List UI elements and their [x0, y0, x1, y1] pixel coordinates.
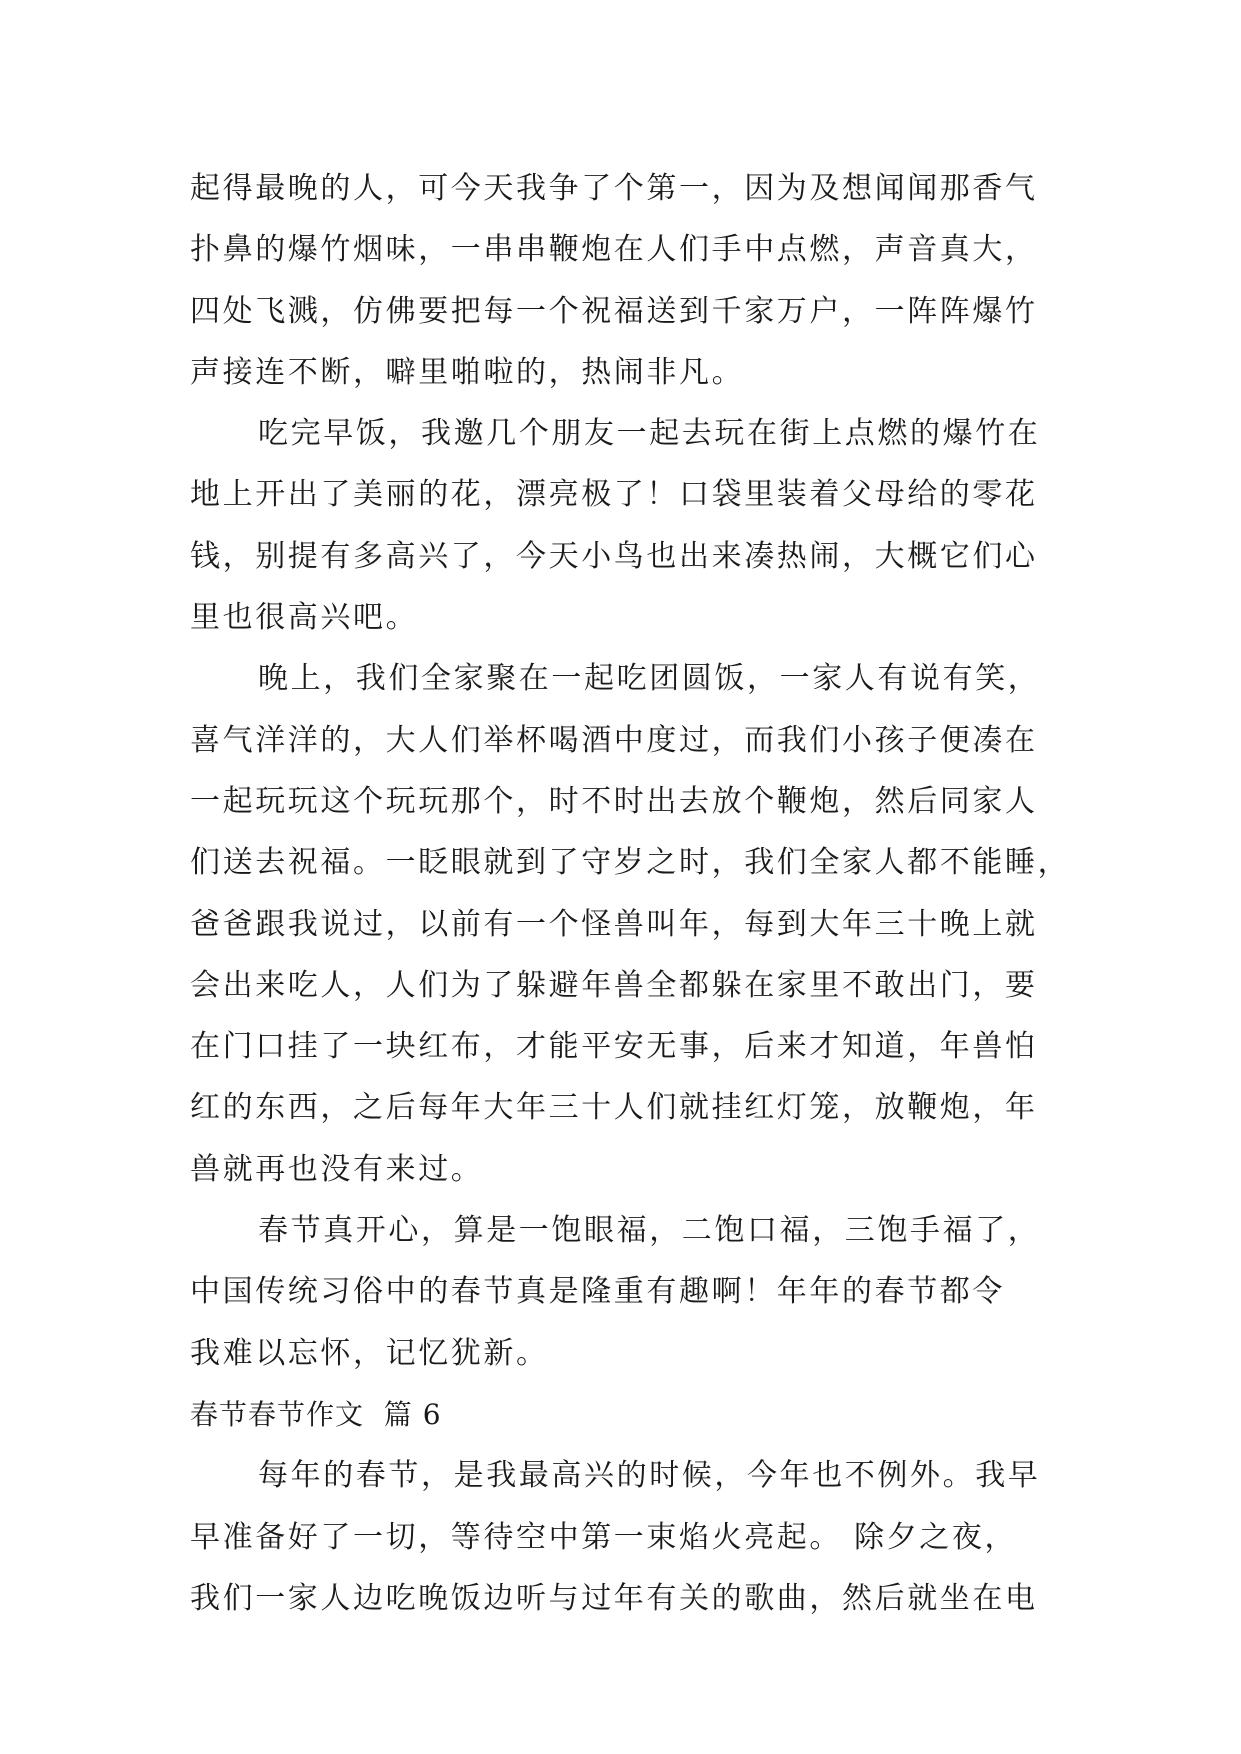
document-body: [190, 158, 1071, 1629]
paragraph: [190, 1200, 1060, 1384]
text-line: 中国传统习俗中的春节真是隆重有趣啊！年年的春节都令: [190, 1274, 1005, 1310]
text-line: 在门口挂了一块红布，才能平安无事，后来才知道，年兽怕: [190, 1029, 1038, 1065]
text-line: 我们一家人边吃晚饭边听与过年有关的歌曲，然后就坐在电: [190, 1580, 1038, 1616]
text-line: 春节真开心，算是一饱眼福，二饱口福，三饱手福了，: [258, 1213, 1041, 1249]
text-line: 里也很高兴吧。: [190, 600, 419, 636]
text-line: 每年的春节，是我最高兴的时候，今年也不例外。我早: [258, 1458, 1041, 1494]
text-line: 会出来吃人，人们为了躲避年兽全都躲在家里不敢出门，要: [190, 967, 1038, 1003]
text-line: 地上开出了美丽的花，漂亮极了！口袋里装着父母给的零花: [190, 477, 1038, 513]
text-line: 我难以忘怀，记忆犹新。: [190, 1335, 549, 1371]
paragraph: [190, 648, 1071, 1200]
paragraph: [190, 158, 1060, 403]
section-heading: 春节春节作文 篇 6: [190, 1397, 442, 1431]
text-line: 喜气洋洋的，大人们举杯喝酒中度过，而我们小孩子便凑在: [190, 722, 1038, 758]
text-line: 红的东西，之后每年大年三十人们就挂红灯笼，放鞭炮，年: [190, 1090, 1038, 1126]
text-line: 钱，别提有多高兴了，今天小鸟也出来凑热闹，大概它们心: [190, 538, 1038, 574]
text-line: 晚上，我们全家聚在一起吃团圆饭，一家人有说有笑，: [258, 661, 1041, 697]
paragraph: [190, 403, 1060, 648]
text-line: 爸爸跟我说过，以前有一个怪兽叫年，每到大年三十晚上就: [190, 906, 1038, 942]
text-line: 早准备好了一切，等待空中第一束焰火亮起。 除夕之夜，: [190, 1519, 1018, 1555]
text-line: 兽就再也没有来过。: [190, 1151, 484, 1187]
text-line: 扑鼻的爆竹烟味，一串串鞭炮在人们手中点燃，声音真大，: [190, 232, 1038, 268]
paragraph: [190, 1445, 1060, 1629]
text-line: 吃完早饭，我邀几个朋友一起去玩在街上点燃的爆竹在: [258, 416, 1041, 452]
text-line: 们送去祝福。一眨眼就到了守岁之时，我们全家人都不能睡，: [190, 845, 1071, 881]
text-line: 一起玩玩这个玩玩那个，时不时出去放个鞭炮，然后同家人: [190, 783, 1038, 819]
text-line: 四处飞溅，仿佛要把每一个祝福送到千家万户，一阵阵爆竹: [190, 293, 1038, 329]
text-line: 起得最晚的人，可今天我争了个第一，因为及想闻闻那香气: [190, 171, 1038, 206]
text-line: 声接连不断，噼里啪啦的，热闹非凡。: [190, 354, 745, 390]
